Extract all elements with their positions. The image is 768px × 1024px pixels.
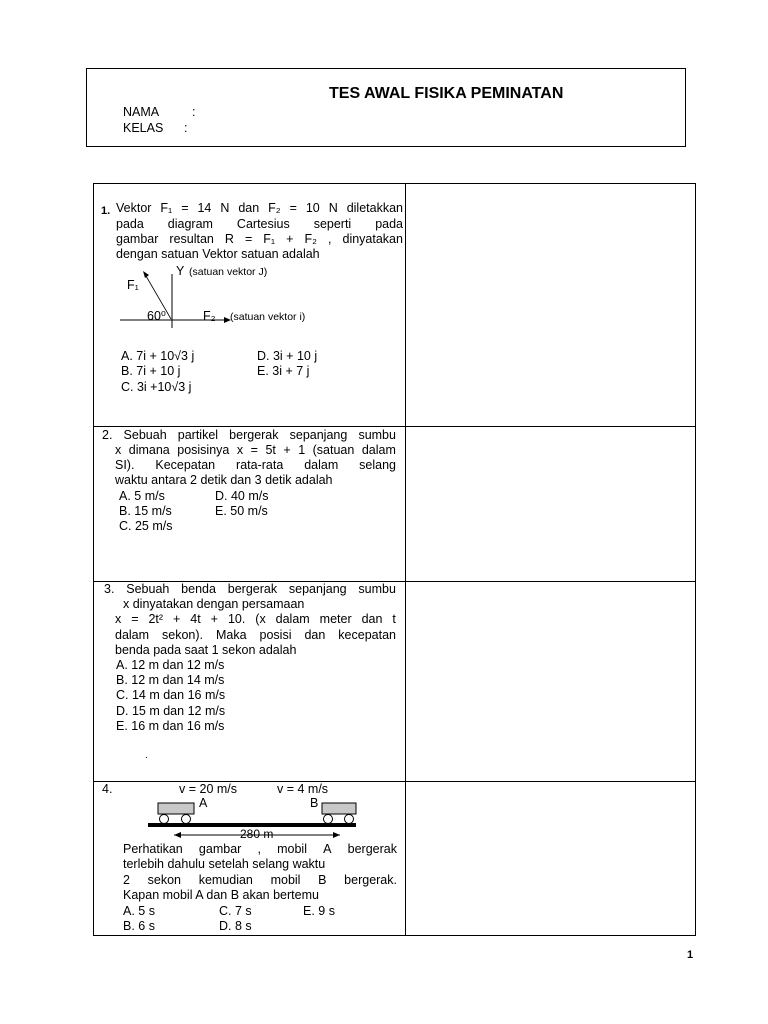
y-label: Y	[176, 264, 185, 278]
word: 2	[123, 873, 130, 887]
q3-option-a: A. 12 m dan 12 m/s	[116, 658, 225, 672]
word: dalam	[361, 443, 396, 457]
car-a-wheel	[160, 815, 169, 824]
column-divider	[405, 184, 406, 935]
question-table	[93, 183, 696, 936]
word: mobil	[270, 873, 301, 887]
q4-line2: terlebih dahulu setelah selang waktu	[123, 857, 326, 871]
word: dalam	[115, 628, 150, 642]
f2-label: F₂	[203, 309, 216, 323]
q3-line5: benda pada saat 1 sekon adalah	[115, 643, 297, 657]
word: F₁	[160, 201, 173, 215]
q4-option-c: C. 7 s	[219, 904, 252, 918]
word: sumbu	[358, 582, 396, 596]
q2-option-e: E. 50 m/s	[215, 504, 268, 518]
word: Sebuah	[123, 428, 167, 442]
word: =	[244, 232, 253, 246]
x-unit: (satuan vektor i)	[230, 311, 306, 323]
q4-line4: Kapan mobil A dan B akan bertemu	[123, 888, 319, 902]
q2-option-c: C. 25 m/s	[119, 519, 173, 533]
word: 10.	[227, 612, 246, 626]
word: dimana	[128, 443, 170, 457]
word: =	[181, 201, 189, 215]
word: =	[289, 201, 297, 215]
word: dalam	[275, 612, 310, 626]
word: +	[210, 612, 218, 626]
word: =	[250, 443, 258, 457]
word: x	[236, 443, 244, 457]
q4-option-b: B. 6 s	[123, 919, 155, 933]
word: SI).	[115, 458, 135, 472]
word: sumbu	[358, 428, 396, 442]
word: 10	[305, 201, 320, 215]
word: bergerak	[229, 428, 279, 442]
word: seperti	[313, 217, 352, 231]
word: resultan	[169, 232, 214, 246]
q3-option-d: D. 15 m dan 12 m/s	[116, 704, 226, 718]
word: benda	[181, 582, 216, 596]
f1-label: F₁	[127, 278, 139, 292]
word: (satuan	[312, 443, 355, 457]
word: Cartesius	[236, 217, 290, 231]
nama-label: NAMA	[123, 105, 160, 119]
car-a-label: A	[199, 796, 208, 810]
q4-option-a: A. 5 s	[123, 904, 155, 918]
page-number: 1	[687, 949, 694, 961]
word: =	[131, 612, 139, 626]
page-title: TES AWAL FISIKA PEMINATAN	[329, 85, 564, 102]
word: R	[224, 232, 234, 246]
car-b	[322, 803, 356, 814]
word: bergerak	[227, 582, 278, 596]
word: partikel	[177, 428, 219, 442]
speed-a: v = 20 m/s	[179, 782, 238, 796]
angle-label: 60⁰	[147, 309, 166, 323]
q3-line1	[104, 582, 396, 596]
word: bergerak.	[344, 873, 397, 887]
word: kecepatan	[338, 628, 396, 642]
word: +	[173, 612, 181, 626]
word: x	[115, 443, 122, 457]
y-unit: (satuan vektor J)	[189, 266, 268, 278]
kelas-label: KELAS	[123, 121, 164, 135]
word: posisi	[259, 628, 292, 642]
word: dinyatakan	[342, 232, 403, 246]
distance-arrow-right	[333, 832, 340, 838]
word: Perhatikan	[123, 842, 183, 856]
car-b-wheel	[324, 815, 333, 824]
q4-option-d: D. 8 s	[219, 919, 252, 933]
word: Kecepatan	[155, 458, 216, 472]
q1-line3	[116, 232, 403, 246]
word: dan	[361, 612, 383, 626]
word: N	[328, 201, 338, 215]
q2-option-b: B. 15 m/s	[119, 504, 172, 518]
word: (x	[255, 612, 266, 626]
car-b-label: B	[310, 796, 319, 810]
distance-arrow-left	[174, 832, 181, 838]
word: +	[283, 443, 291, 457]
row-divider	[94, 426, 695, 427]
word: meter	[319, 612, 352, 626]
q3-option-c: C. 14 m dan 16 m/s	[116, 688, 226, 702]
word: F₂	[268, 201, 281, 215]
word: Maka	[215, 628, 247, 642]
q1-option-e: E. 3i + 7 j	[257, 364, 310, 378]
q3-option-e: E. 16 m dan 16 m/s	[116, 719, 225, 733]
q2-line1	[102, 428, 396, 442]
kelas-colon: :	[184, 121, 188, 135]
word: Vektor	[116, 201, 152, 215]
q1-number: 1.	[101, 205, 111, 217]
word: dan	[238, 201, 260, 215]
word: ,	[257, 842, 261, 856]
q3-option-b: B. 12 m dan 14 m/s	[116, 673, 225, 687]
word: +	[286, 232, 294, 246]
q1-option-b: B. 7i + 10 j	[121, 364, 181, 378]
q2-option-d: D. 40 m/s	[215, 489, 269, 503]
q3-line4	[115, 628, 396, 642]
q1-line1	[116, 201, 403, 215]
car-a	[158, 803, 194, 814]
q1-option-c: C. 3i +10√3 j	[121, 380, 192, 394]
word: 2.	[102, 428, 113, 442]
q1-option-a: A. 7i + 10√3 j	[121, 349, 195, 363]
word: posisinya	[177, 443, 230, 457]
word: sekon	[147, 873, 181, 887]
stray-dot: .	[145, 750, 148, 761]
word: F₂	[304, 232, 317, 246]
q2-line3	[115, 458, 396, 472]
word: diagram	[167, 217, 213, 231]
word: pada	[116, 217, 144, 231]
word: 1	[298, 443, 306, 457]
q3-line3	[115, 612, 396, 626]
q4-option-e: E. 9 s	[303, 904, 335, 918]
word: sepanjang	[289, 428, 348, 442]
nama-colon: :	[192, 105, 196, 119]
word: 4t	[190, 612, 201, 626]
word: gambar	[198, 842, 242, 856]
word: selang	[359, 458, 396, 472]
word: mobil	[277, 842, 307, 856]
word: 5t	[265, 443, 276, 457]
q4-line1	[123, 842, 397, 856]
q3-line2: x dinyatakan dengan persamaan	[123, 597, 305, 611]
word: Sebuah	[126, 582, 170, 596]
q1-option-d: D. 3i + 10 j	[257, 349, 318, 363]
word: bergerak	[347, 842, 397, 856]
car-a-wheel	[182, 815, 191, 824]
q4-line3	[123, 873, 397, 887]
car-b-wheel	[345, 815, 354, 824]
f1-arrowhead	[143, 271, 149, 278]
word: 3.	[104, 582, 115, 596]
word: gambar	[116, 232, 159, 246]
q2-line4: waktu antara 2 detik dan 3 detik adalah	[115, 473, 333, 487]
word: 14	[197, 201, 212, 215]
distance-label: 280 m	[240, 827, 274, 841]
word: sepanjang	[288, 582, 347, 596]
q4-number: 4.	[102, 782, 113, 796]
word: kemudian	[198, 873, 253, 887]
q1-line2	[116, 217, 403, 231]
speed-b: v = 4 m/s	[277, 782, 329, 796]
word: x	[115, 612, 122, 626]
word: 2t²	[148, 612, 164, 626]
word: sekon).	[162, 628, 204, 642]
word: diletakkan	[346, 201, 403, 215]
word: rata-rata	[236, 458, 284, 472]
q1-line4: dengan satuan Vektor satuan adalah	[116, 247, 320, 261]
word: A	[323, 842, 332, 856]
q2-option-a: A. 5 m/s	[119, 489, 165, 503]
word: ,	[328, 232, 332, 246]
word: B	[318, 873, 327, 887]
word: N	[220, 201, 230, 215]
word: F₁	[263, 232, 276, 246]
word: dan	[304, 628, 326, 642]
q2-line2	[115, 443, 396, 457]
word: pada	[375, 217, 403, 231]
word: dalam	[304, 458, 339, 472]
word: t	[392, 612, 396, 626]
header-box	[86, 68, 686, 147]
